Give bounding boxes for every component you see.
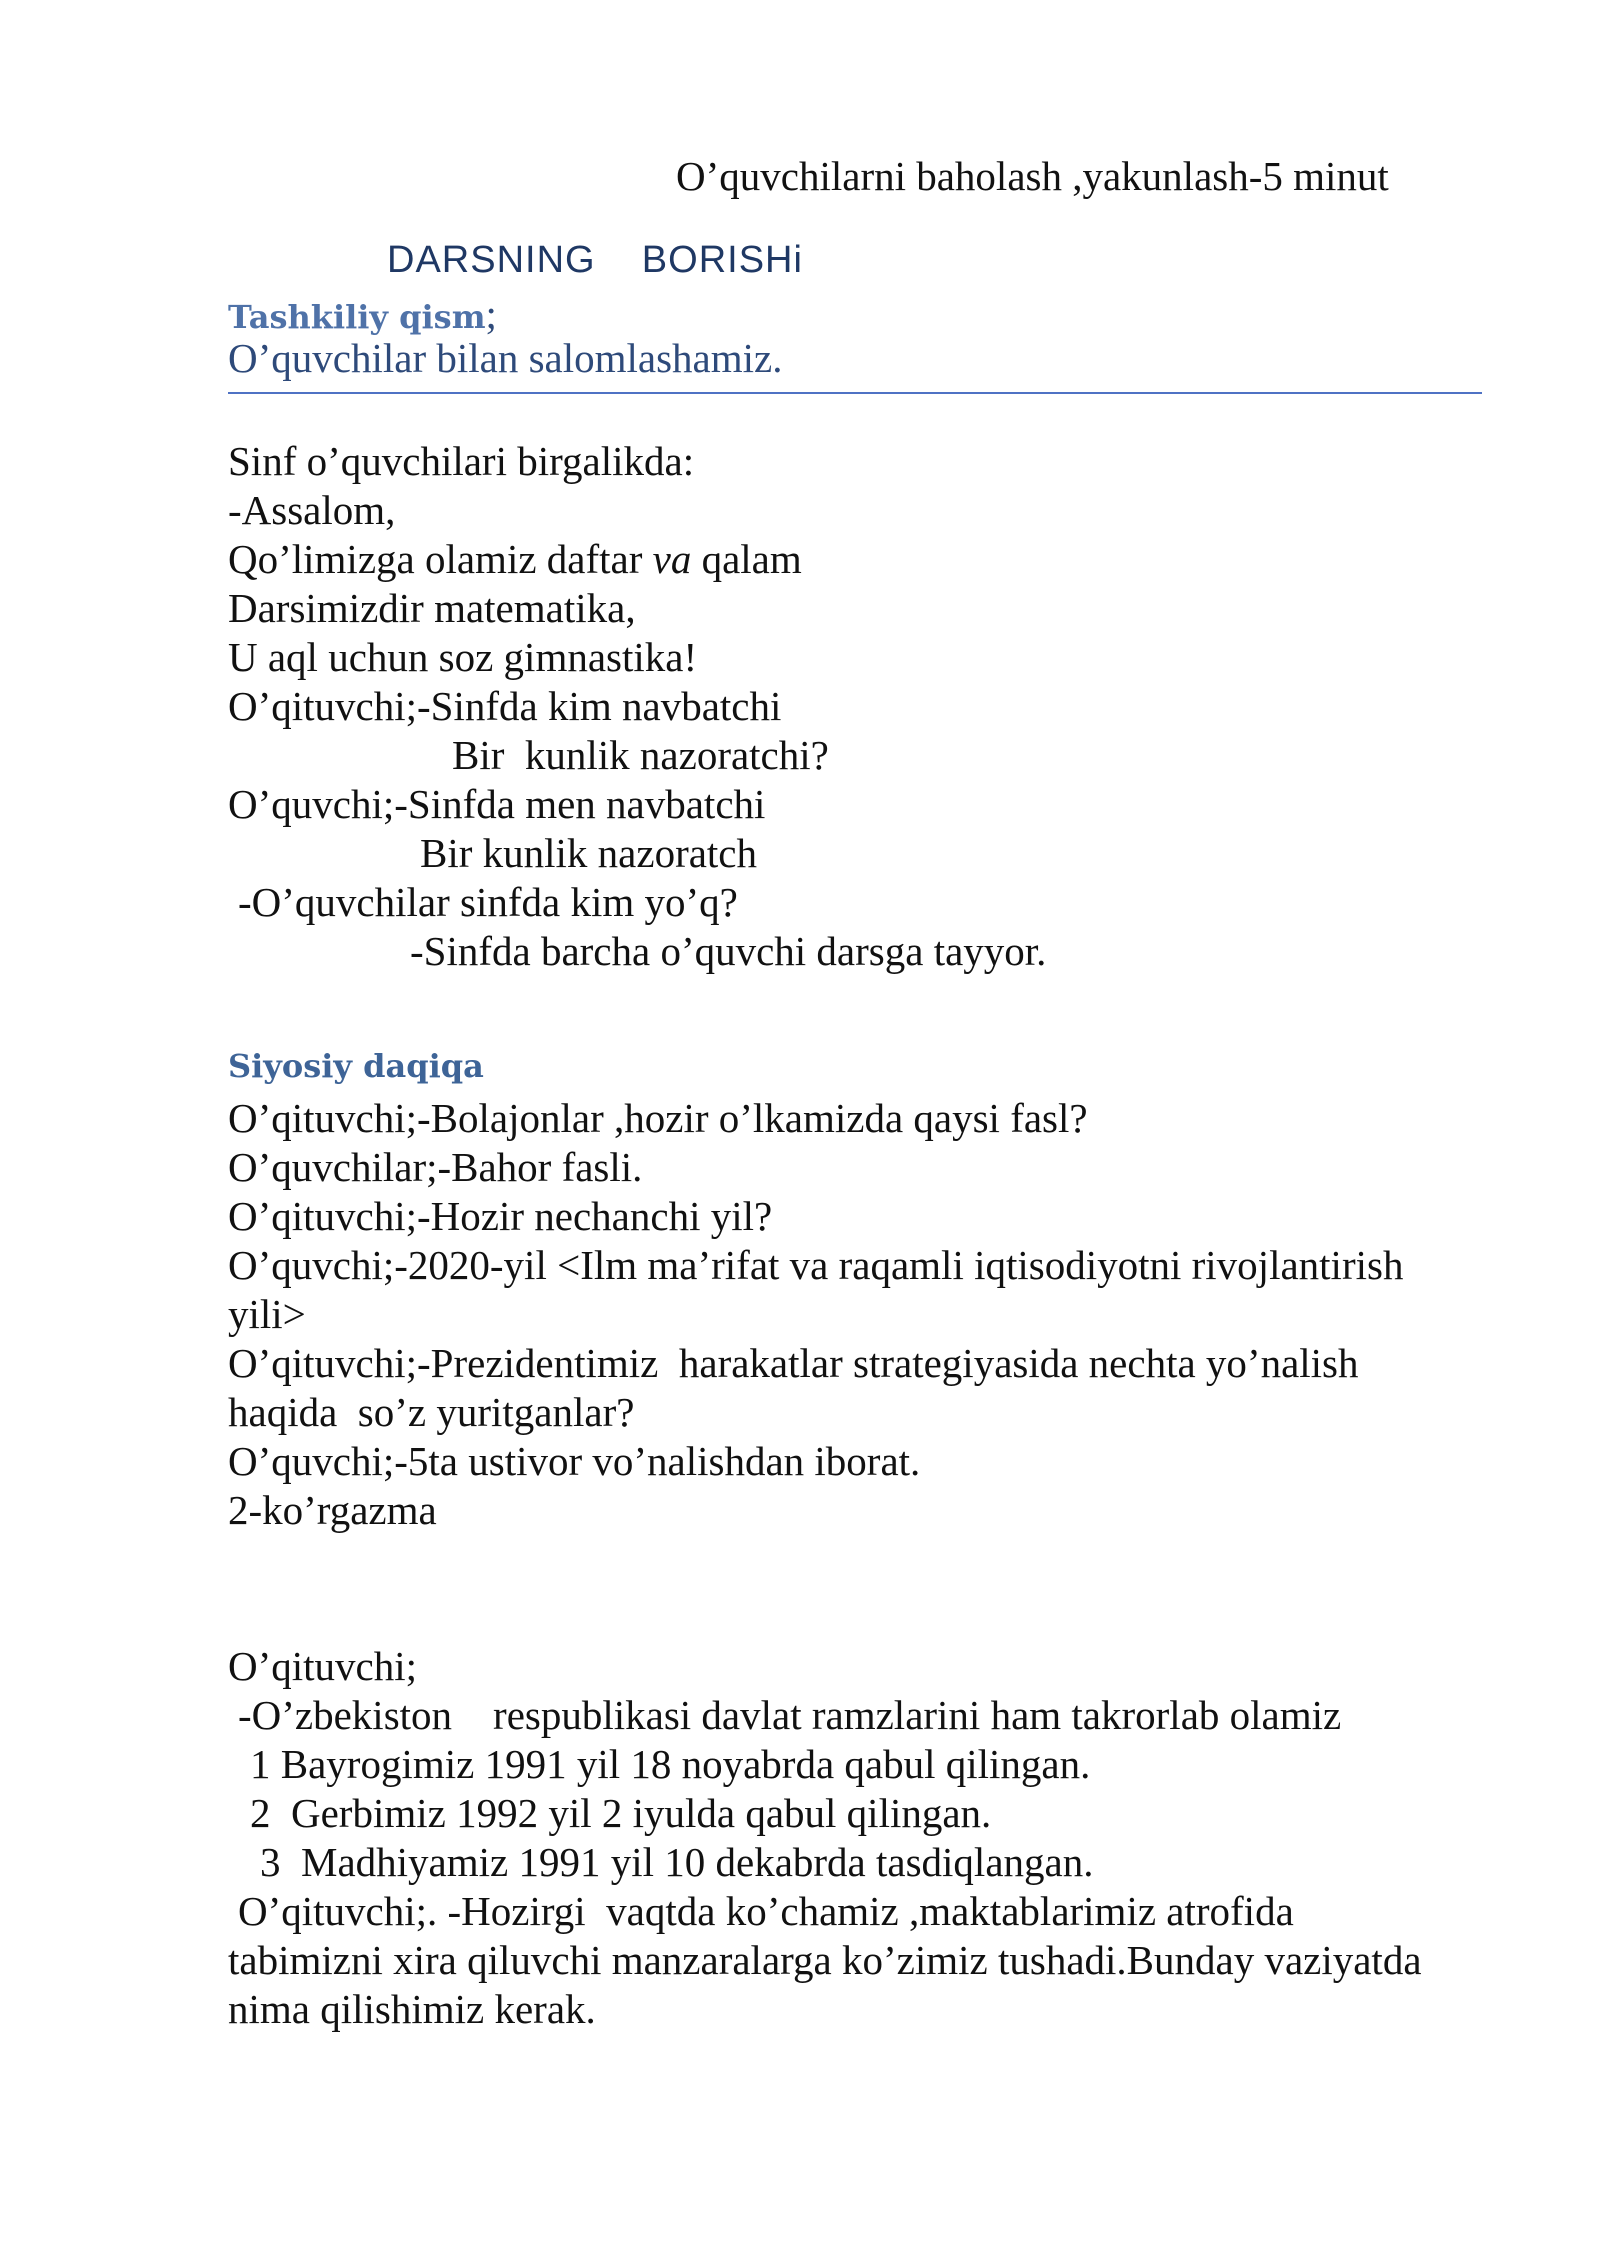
dialogue-line: O’qituvchi;-Bolajonlar ,hozir o’lkamizda qaysi fasl? (228, 1095, 1088, 1141)
dialogue-line: Bir kunlik nazoratch (420, 830, 758, 876)
dialogue-line: O’quvchilar;-Bahor fasli. (228, 1144, 643, 1190)
dialogue-line: yili> (228, 1291, 306, 1337)
section-tashkiliy-intro: O’quvchilar bilan salomlashamiz. (228, 335, 783, 381)
list-item: 2 Gerbimiz 1992 yil 2 iyulda qabul qilingan. (250, 1790, 992, 1836)
greeting-line: U aql uchun soz gimnastika! (228, 634, 698, 680)
section-tashkiliy-punct: ; (485, 291, 497, 337)
top-line: O’quvchilarni baholash ,yakunlash-5 minut (676, 153, 1389, 199)
greeting-line-italic (228, 535, 802, 584)
list-item: 1 Bayrogimiz 1991 yil 18 noyabrda qabul qilingan. (250, 1741, 1091, 1787)
list-item: 3 Madhiyamiz 1991 yil 10 dekabrda tasdiqlangan. (260, 1839, 1094, 1885)
dialogue-line: -O’quvchilar sinfda kim yo’q? (238, 879, 738, 925)
section-siyosiy-title: Siyosiy daqiqa (228, 1047, 484, 1085)
dialogue-line: 2-ko’rgazma (228, 1487, 437, 1533)
dialogue-line: haqida so’z yuritganlar? (228, 1389, 635, 1435)
dialogue-line: O’qituvchi;-Hozir nechanchi yil? (228, 1193, 773, 1239)
dialogue-line: O’qituvchi;-Sinfda kim navbatchi (228, 683, 782, 729)
greeting-line: Darsimizdir matematika, (228, 585, 636, 631)
greeting-text: Qo’limizga olamiz daftar (228, 536, 653, 582)
dialogue-line: nima qilishimiz kerak. (228, 1986, 596, 2032)
dialogue-line: O’qituvchi;-Prezidentimiz harakatlar strategiyasida nechta yo’nalish (228, 1340, 1359, 1386)
dialogue-line: Bir kunlik nazoratchi? (452, 732, 829, 778)
dialogue-line: -Sinfda barcha o’quvchi darsga tayyor. (410, 928, 1047, 974)
greeting-text: qalam (691, 536, 802, 582)
greeting-line: Sinf o’quvchilari birgalikda: (228, 438, 695, 484)
dialogue-line: O’qituvchi;. -Hozirgi vaqtda ko’chamiz ,maktablarimiz atrofida (238, 1888, 1294, 1934)
lesson-heading: DARSNING BORISHi (387, 239, 803, 281)
dialogue-line: O’quvchi;-Sinfda men navbatchi (228, 781, 766, 827)
dialogue-line: O’qituvchi; (228, 1643, 418, 1689)
dialogue-line: O’quvchi;-2020-yil <Ilm ma’rifat va raqamli iqtisodiyotni rivojlantirish (228, 1242, 1404, 1288)
greeting-line: -Assalom, (228, 487, 396, 533)
section-divider (228, 392, 1482, 394)
dialogue-line: -O’zbekiston respublikasi davlat ramzlarini ham takrorlab olamiz (238, 1692, 1342, 1738)
dialogue-line: O’quvchi;-5ta ustivor vo’nalishdan iborat. (228, 1438, 921, 1484)
section-tashkiliy-title: Tashkiliy qism (228, 298, 486, 336)
greeting-italic-word: va (652, 536, 692, 582)
dialogue-line: tabimizni xira qiluvchi manzaralarga ko’zimiz tushadi.Bunday vaziyatda (228, 1937, 1422, 1983)
